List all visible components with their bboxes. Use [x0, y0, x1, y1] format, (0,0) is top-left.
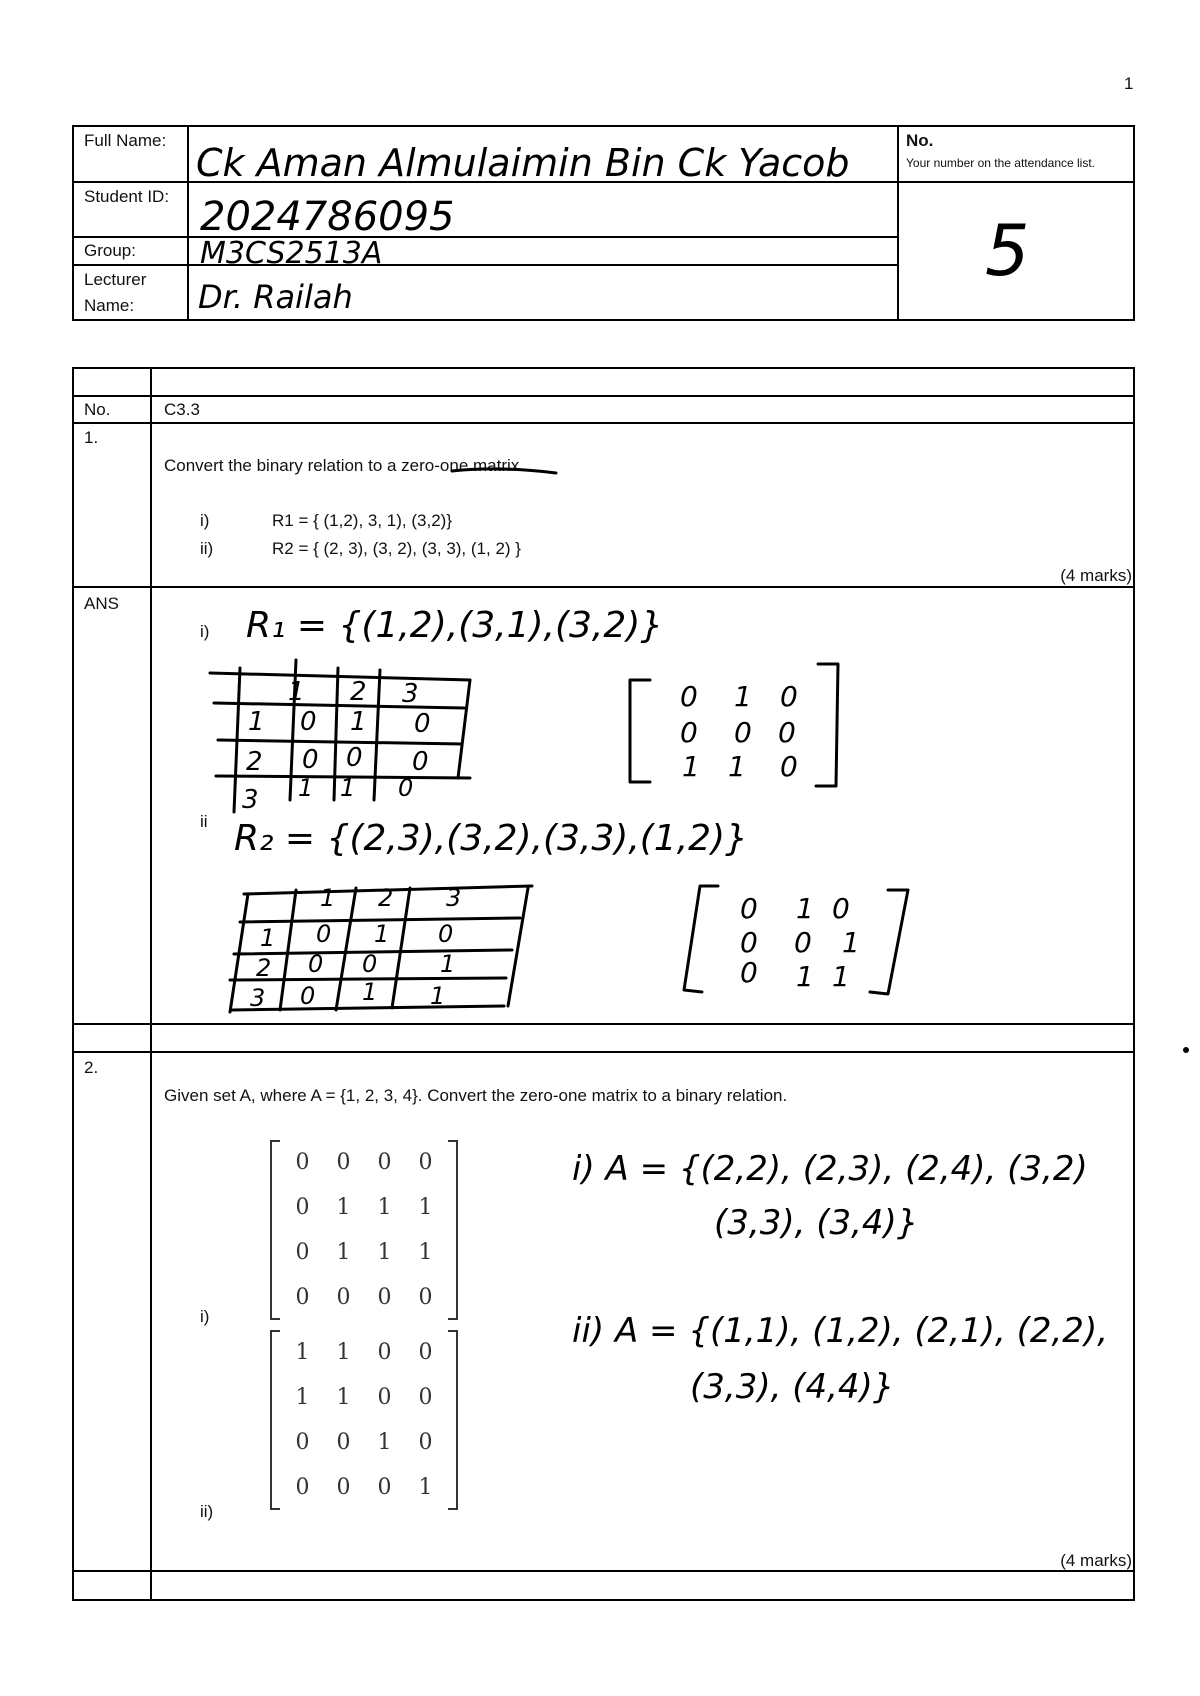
- grid1-cell-1-1: 0: [300, 707, 317, 737]
- r1-written: R₁ = {(1,2),(3,1),(3,2)}: [246, 605, 664, 646]
- q2-answer-ii-line2: (3,3), (4,4)}: [690, 1367, 895, 1407]
- grid2-cell-1-2: 1: [374, 920, 390, 948]
- lecturer-value: Dr. Railah: [198, 278, 353, 316]
- student-id-value: 2024786095: [200, 194, 455, 240]
- mii-cell: 0: [295, 1430, 310, 1455]
- grid1-cell-2-3: 0: [412, 747, 429, 777]
- q2-item-i-label: i): [200, 1307, 210, 1326]
- full-name-value: Ck Aman Almulaimin Bin Ck Yacob: [196, 141, 850, 185]
- mii-cell: 1: [336, 1385, 351, 1410]
- grid2-col-2: 2: [378, 884, 394, 912]
- mi-cell: 0: [377, 1150, 392, 1175]
- page-number: 1: [1124, 74, 1134, 93]
- mi-cell: 1: [418, 1240, 433, 1265]
- mi-cell: 1: [377, 1195, 392, 1220]
- m2-r3-c1: 0: [740, 956, 758, 989]
- mii-cell: 0: [336, 1475, 351, 1500]
- q2-item-ii-label: ii): [200, 1502, 214, 1521]
- q1-item-i-text: R1 = { (1,2), 3, 1), (3,2)}: [272, 511, 453, 530]
- q1-item-ii-label: ii): [200, 539, 214, 558]
- m1-r2-c1: 0: [680, 716, 698, 749]
- group-value: M3CS2513A: [200, 236, 383, 271]
- grid2-cell-2-1: 0: [308, 950, 324, 978]
- m2-r3-c2: 1: [796, 960, 814, 993]
- grid2-row-2: 2: [256, 954, 272, 982]
- m1-r3-c1: 1: [682, 750, 700, 783]
- mii-cell: 0: [418, 1430, 433, 1455]
- grid2-cell-3-1: 0: [300, 982, 316, 1010]
- matrix-ii-right-bracket: [448, 1330, 458, 1510]
- grid1-col-2: 2: [350, 677, 367, 707]
- grid2-cell-2-3: 1: [440, 950, 456, 978]
- q2-number: 2.: [84, 1058, 99, 1077]
- grid2-col-3: 3: [446, 884, 462, 912]
- mii-cell: 1: [336, 1340, 351, 1365]
- mi-cell: 0: [336, 1285, 351, 1310]
- grid1-cell-3-1: 1: [298, 774, 314, 802]
- attendance-number: 5: [985, 210, 1030, 292]
- m2-r1-c2: 1: [796, 892, 814, 925]
- m2-r1-c1: 0: [740, 892, 758, 925]
- grid1-col-3: 3: [402, 679, 419, 709]
- mii-cell: 0: [418, 1385, 433, 1410]
- grid1-cell-2-2: 0: [346, 743, 363, 773]
- mi-cell: 1: [377, 1240, 392, 1265]
- m1-r2-c3: 0: [778, 716, 796, 749]
- mii-cell: 1: [295, 1385, 310, 1410]
- ans-label: ANS: [84, 594, 119, 613]
- m2-r2-c3: 1: [842, 926, 860, 959]
- m1-r1-c1: 0: [680, 680, 698, 713]
- grid2-cell-3-2: 1: [362, 978, 378, 1006]
- ans-part-i-label: i): [200, 622, 210, 641]
- matrix-i-left-bracket: [270, 1140, 280, 1320]
- grid1-row-2: 2: [246, 747, 263, 777]
- mi-cell: 0: [295, 1240, 310, 1265]
- grid1-cell-1-2: 1: [350, 707, 367, 737]
- relation-grid-2: [230, 884, 532, 1012]
- mi-cell: 1: [418, 1195, 433, 1220]
- q2-answer-i-line1: i) A = {(2,2), (2,3), (2,4), (3,2): [572, 1149, 1088, 1189]
- mii-cell: 1: [377, 1430, 392, 1455]
- full-name-label: Full Name:: [84, 131, 167, 150]
- mi-cell: 0: [418, 1285, 433, 1310]
- matrix-ii-left-bracket: [270, 1330, 280, 1510]
- matrix-i-right-bracket: [448, 1140, 458, 1320]
- no-column-header: No.: [84, 400, 111, 419]
- answer-matrix-1: [630, 664, 838, 786]
- grid1-row-1: 1: [248, 707, 265, 737]
- mii-cell: 0: [377, 1385, 392, 1410]
- mi-cell: 0: [377, 1285, 392, 1310]
- mii-cell: 0: [336, 1430, 351, 1455]
- q2-answer-i-line2: (3,3), (3,4)}: [714, 1203, 919, 1243]
- mi-cell: 0: [295, 1150, 310, 1175]
- mii-cell: 0: [418, 1340, 433, 1365]
- m1-r1-c2: 1: [734, 680, 752, 713]
- mii-cell: 1: [295, 1340, 310, 1365]
- answer-matrix-2: [684, 886, 908, 994]
- stray-dot: [1183, 1047, 1189, 1053]
- m1-r2-c2: 0: [734, 716, 752, 749]
- mii-cell: 1: [418, 1475, 433, 1500]
- m2-r2-c1: 0: [740, 926, 758, 959]
- q1-marks: (4 marks): [1060, 566, 1132, 585]
- mii-cell: 0: [377, 1475, 392, 1500]
- relation-grid-1: [210, 660, 470, 815]
- q1-item-i-label: i): [200, 511, 210, 530]
- grid2-cell-2-2: 0: [362, 950, 378, 978]
- no-label: No.: [906, 131, 934, 150]
- q1-item-ii-text: R2 = { (2, 3), (3, 2), (3, 3), (1, 2) }: [272, 539, 521, 558]
- q2-matrix-i: [282, 1140, 446, 1320]
- m1-r1-c3: 0: [780, 680, 798, 713]
- mii-cell: 0: [295, 1475, 310, 1500]
- no-hint: Your number on the attendance list.: [906, 156, 1096, 170]
- mi-cell: 0: [336, 1150, 351, 1175]
- m1-r3-c2: 1: [728, 750, 746, 783]
- q2-prompt: Given set A, where A = {1, 2, 3, 4}. Convert the zero-one matrix to a binary relation.: [164, 1086, 788, 1105]
- grid1-cell-3-3: 0: [398, 774, 414, 802]
- grid1-row-3: 3: [242, 785, 259, 815]
- group-label: Group:: [84, 241, 136, 260]
- q1-prompt: Convert the binary relation to a zero-one matrix.: [164, 456, 525, 475]
- grid2-col-1: 1: [320, 884, 336, 912]
- mi-cell: 0: [295, 1195, 310, 1220]
- mi-cell: 0: [295, 1285, 310, 1310]
- grid2-cell-1-1: 0: [316, 920, 332, 948]
- mi-cell: 1: [336, 1195, 351, 1220]
- grid2-row-3: 3: [250, 984, 266, 1012]
- section-code: C3.3: [164, 400, 200, 419]
- grid2-row-1: 1: [260, 924, 276, 952]
- mi-cell: 1: [336, 1240, 351, 1265]
- grid1-cell-3-2: 1: [340, 774, 356, 802]
- m2-r2-c2: 0: [794, 926, 812, 959]
- grid1-cell-2-1: 0: [302, 745, 319, 775]
- grid1-cell-1-3: 0: [414, 709, 431, 739]
- lecturer-label: Lecturer Name:: [84, 270, 147, 315]
- grid1-col-1: 1: [288, 677, 305, 707]
- r2-written: R₂ = {(2,3),(3,2),(3,3),(1,2)}: [234, 818, 749, 859]
- q2-matrix-ii: [282, 1330, 446, 1510]
- mi-cell: 0: [418, 1150, 433, 1175]
- ans-part-ii-label: ii: [200, 812, 208, 831]
- student-id-label: Student ID:: [84, 187, 170, 206]
- grid2-cell-3-3: 1: [430, 982, 446, 1010]
- q1-number: 1.: [84, 428, 99, 447]
- m1-r3-c3: 0: [780, 750, 798, 783]
- m2-r1-c3: 0: [832, 892, 850, 925]
- q2-answer-ii-line1: ii) A = {(1,1), (1,2), (2,1), (2,2),: [572, 1311, 1109, 1351]
- m2-r3-c3: 1: [832, 960, 850, 993]
- mii-cell: 0: [377, 1340, 392, 1365]
- grid2-cell-1-3: 0: [438, 920, 454, 948]
- q2-marks: (4 marks): [1060, 1551, 1132, 1570]
